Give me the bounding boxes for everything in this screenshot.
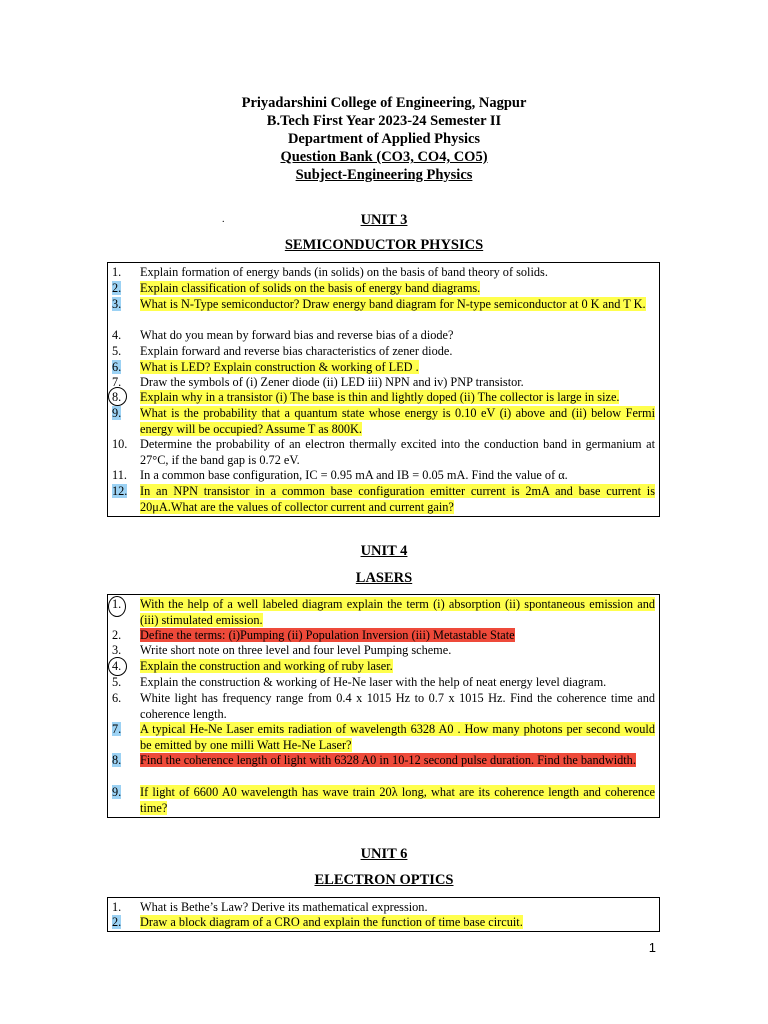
question-bank: Question Bank (CO3, CO4, CO5) — [280, 149, 488, 165]
page-number: 1 — [648, 940, 656, 955]
unit6-heading: UNIT 6 — [360, 846, 408, 862]
unit4-title: LASERS — [355, 570, 413, 586]
unit6-question-table: 1. What is Bethe’s Law? Derive its mathematical expression. 2. Draw a block diagram of a CRO and explain the function of time base circuit. — [107, 897, 660, 932]
college-name: Priyadarshini College of Engineering, Nagpur — [241, 95, 527, 111]
unit4-heading: UNIT 4 — [360, 543, 408, 559]
unit6-title: ELECTRON OPTICS — [314, 872, 454, 888]
unit3-title: SEMICONDUCTOR PHYSICS — [284, 237, 484, 253]
subject: Subject-Engineering Physics — [295, 167, 473, 183]
hand-circle-mark — [108, 596, 126, 617]
hand-circle-mark — [108, 387, 127, 406]
hand-circle-mark — [108, 657, 127, 676]
unit3-heading: UNIT 3 — [360, 212, 408, 228]
department: Department of Applied Physics — [287, 131, 481, 147]
program-year: B.Tech First Year 2023-24 Semester II — [266, 113, 502, 129]
unit3-question-table: 1. Explain formation of energy bands (in solids) on the basis of band theory of solids. 2. Explain classification of solids on the basis of energy band diagrams. 3. What is N-Type semiconductor? Draw energy band diagram for N-type semiconductor at 0 K and T K. 4. What do you mean by forward bias and reverse bias of a diode? 5. Explain forward and reverse bias characteristics of zener diode. 6. What is LED? Explain construction & working of LED . 7. Draw the symbols of (i) Zener diode (ii) LED iii) NPN and iv) PNP transistor. 8. Explain why in a transistor (i) The base is thin and lightly doped (ii) The collector is large in size. 9. What is the probability that a quantum state whose energy is 0.10 eV (i) above and (ii) below Fermi energy will be occupied? Assume T as 800K. 10. Determine the probability of an electron thermally excited into the conduction band in germanium at 27°C, if the band gap is 0.72 eV. 11. In a common base configuration, IC = 0.95 mA and IB = 0.05 mA. Find the value of α. 12. In an NPN transistor in a common base configuration emitter current is 2mA and base current is 20μA.What are the values of collector current and current gain? — [107, 262, 660, 517]
unit4-question-table: 1. With the help of a well labeled diagram explain the term (i) absorption (ii) spontaneous emission and (iii) stimulated emission. 2. Define the terms: (i)Pumping (ii) Population Inversion (iii) Metastable State 3. Write short note on three level and four level Pumping scheme. 4. Explain the construction and working of ruby laser. 5. Explain the construction & working of He-Ne laser with the help of neat energy level diagram. 6. White light has frequency range from 0.4 x 1015 Hz to 0.7 x 1015 Hz. Find the coherence time and coherence length. 7. A typical He-Ne Laser emits radiation of wavelength 6328 A0 . How many photons per second would be emitted by one milli Watt He-Ne Laser? 8. Find the coherence length of light with 6328 A0 in 10-12 second pulse duration. Find the bandwidth. 9. If light of 6600 A0 wavelength has wave train 20λ long, what are its coherence length and coherence time? — [107, 594, 660, 818]
stray-mark: . — [222, 214, 225, 225]
